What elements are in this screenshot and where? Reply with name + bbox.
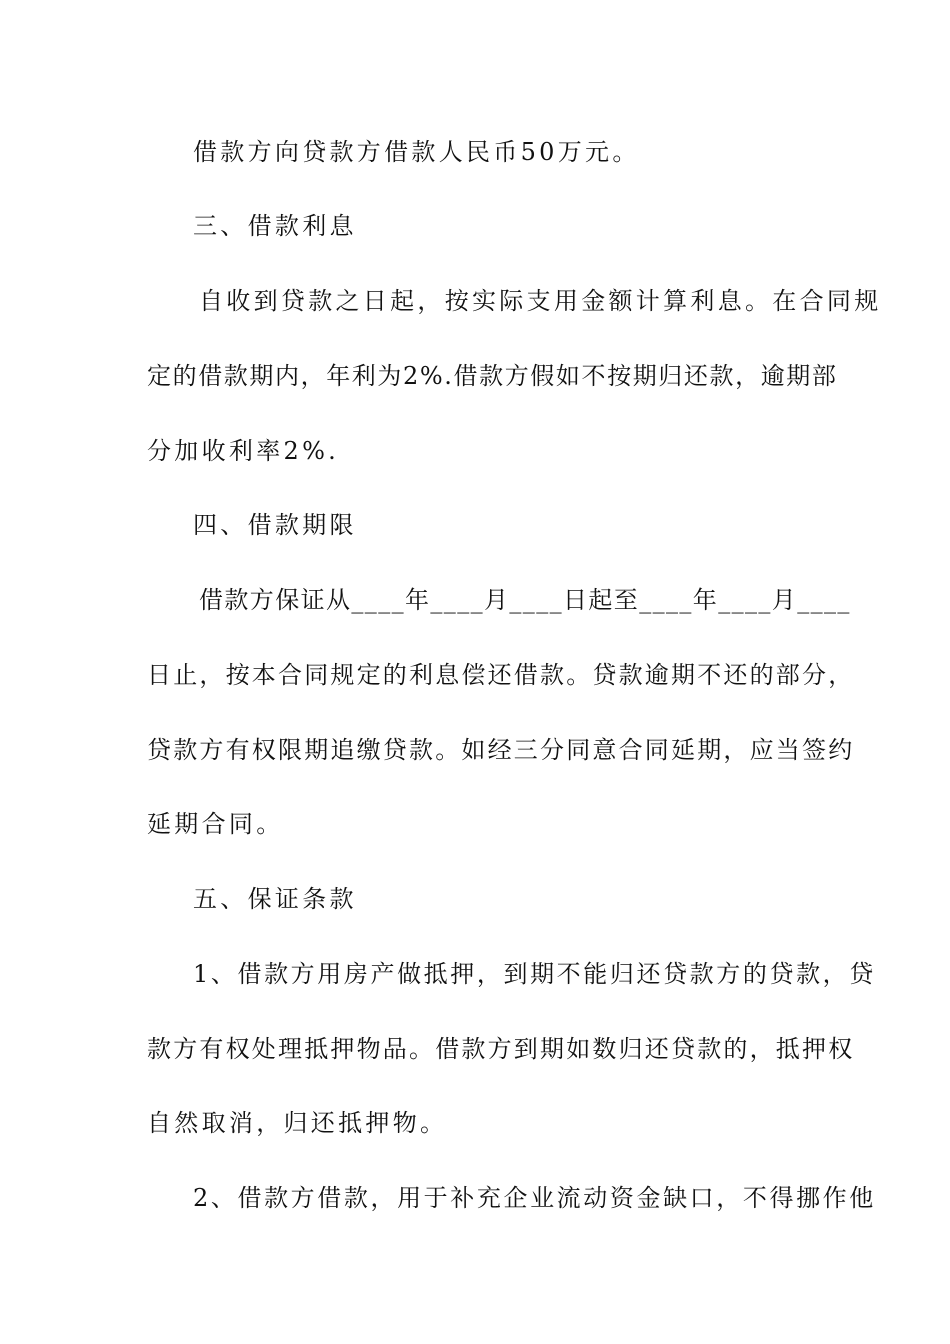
section-heading-term: 四、借款期限 — [193, 511, 357, 539]
body-line-term-3: 贷款方有权限期追缴贷款。如经三分同意合同延期，应当签约 — [147, 736, 855, 764]
body-line-loan-amount: 借款方向贷款方借款人民币50万元。 — [193, 138, 640, 166]
body-line-guarantee-3: 自然取消，归还抵押物。 — [147, 1109, 448, 1137]
body-line-guarantee-1: 1、借款方用房产做抵押，到期不能归还贷款方的贷款，贷 — [193, 960, 876, 988]
section-heading-guarantee: 五、保证条款 — [193, 885, 357, 913]
body-line-guarantee-4: 2、借款方借款，用于补充企业流动资金缺口，不得挪作他 — [193, 1184, 876, 1212]
body-line-term-2: 日止，按本合同规定的利息偿还借款。贷款逾期不还的部分， — [147, 661, 855, 689]
body-line-guarantee-2: 款方有权处理抵押物品。借款方到期如数归还贷款的，抵押权 — [147, 1035, 855, 1063]
body-line-interest-2: 定的借款期内，年利为2%.借款方假如不按期归还款，逾期部 — [147, 362, 838, 390]
section-heading-interest: 三、借款利息 — [193, 212, 357, 240]
body-line-term-4: 延期合同。 — [147, 810, 284, 838]
body-line-term-1: 借款方保证从____年____月____日起至____年____月____ — [199, 586, 851, 614]
body-line-interest-1: 自收到贷款之日起，按实际支用金额计算利息。在合同规 — [199, 287, 882, 315]
body-line-interest-3: 分加收利率2%. — [147, 437, 340, 465]
